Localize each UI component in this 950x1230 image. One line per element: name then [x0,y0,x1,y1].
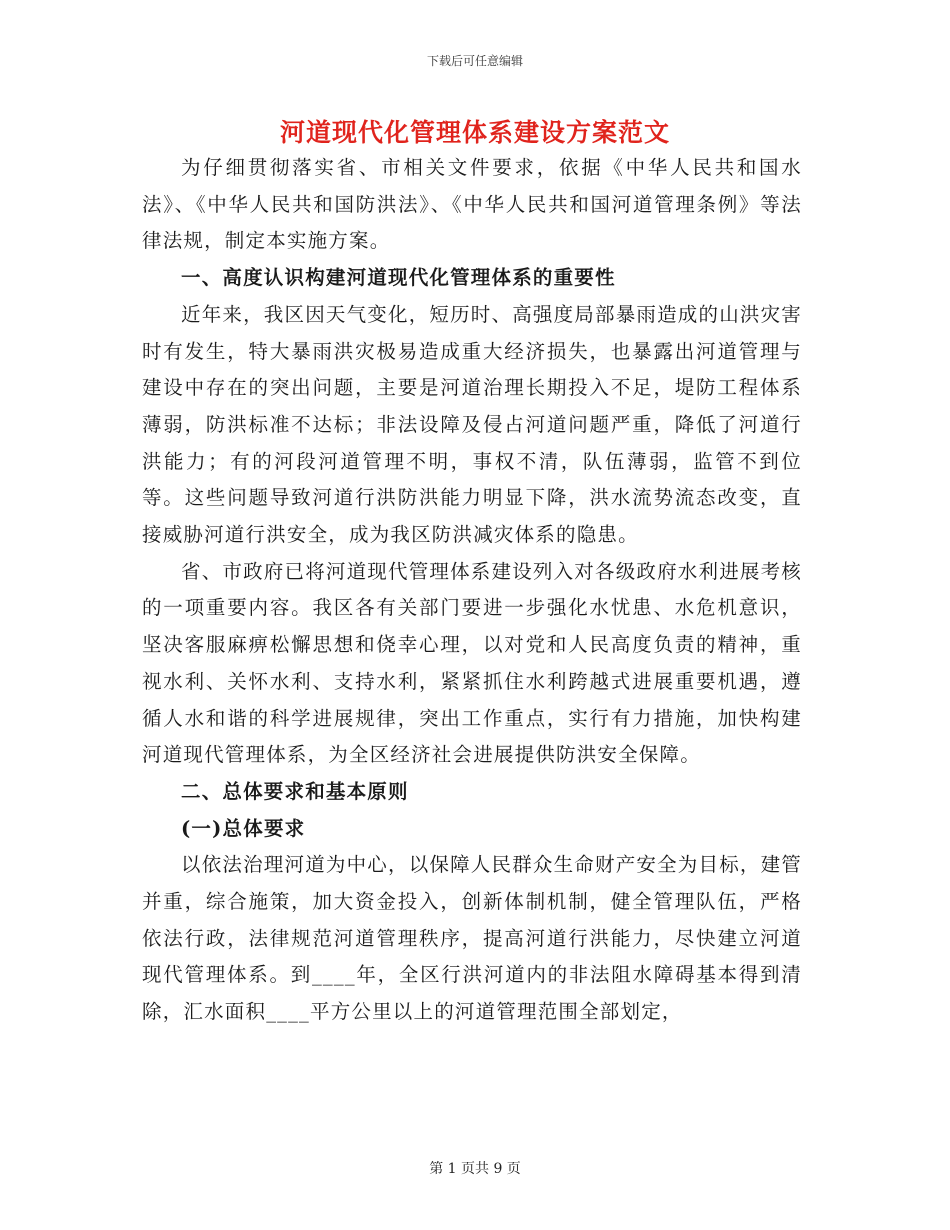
body-paragraph: 省、市政府已将河道现代管理体系建设列入对各级政府水利进展考核的一项重要内容。我区各有关部门要进一步强化水忧患、水危机意识，坚决客服麻痹松懈思想和侥幸心理，以对党和人民高度负责的精神，重视水利、关怀水利、支持水利，紧紧抓住水利跨越式进展重要机遇，遵循人水和谐的科学进展规律，突出工作重点，实行有力措施，加快构建河道现代管理体系，为全区经济社会进展提供防洪安全保障。 [142,559,803,767]
body-paragraph: 近年来，我区因天气变化，短历时、高强度局部暴雨造成的山洪灾害时有发生，特大暴雨洪灾极易造成重大经济损失，也暴露出河道管理与建设中存在的突出问题，主要是河道治理长期投入不足，堤防工程体系薄弱，防洪标准不达标；非法设障及侵占河道问题严重，降低了河道行洪能力；有的河段河道管理不明，事权不清，队伍薄弱，监管不到位等。这些问题导致河道行洪防洪能力明显下降，洪水流势流态改变，直接威胁河道行洪安全，成为我区防洪减灾体系的隐患。 [142,302,803,547]
section-heading-1: 一、高度认识构建河道现代化管理体系的重要性 [181,266,616,290]
section-heading-2: 二、总体要求和基本原则 [181,779,409,803]
document-body [142,150,802,1031]
page-footer: 第 1 页共 9 页 [429,1161,521,1177]
subsection-heading: (一)总体要求 [181,816,306,840]
body-paragraph: 以依法治理河道为中心，以保障人民群众生命财产安全为目标，建管并重，综合施策，加大资金投入，创新体制机制，健全管理队伍，严格依法行政，法律规范河道管理秩序，提高河道行洪能力，尽快建立河道现代管理体系。到____年，全区行洪河道内的非法阻水障碍基本得到清除，汇水面积____平方公里以上的河道管理范围全部划定， [142,853,803,1024]
page-title: 河道现代化管理体系建设方案范文 [279,118,670,147]
page-header: 下载后可任意编辑 [426,54,523,68]
intro-paragraph: 为仔细贯彻落实省、市相关文件要求，依据《中华人民共和国水法》、《中华人民共和国防洪法》、《中华人民共和国河道管理条例》等法律法规，制定本实施方案。 [142,156,802,253]
